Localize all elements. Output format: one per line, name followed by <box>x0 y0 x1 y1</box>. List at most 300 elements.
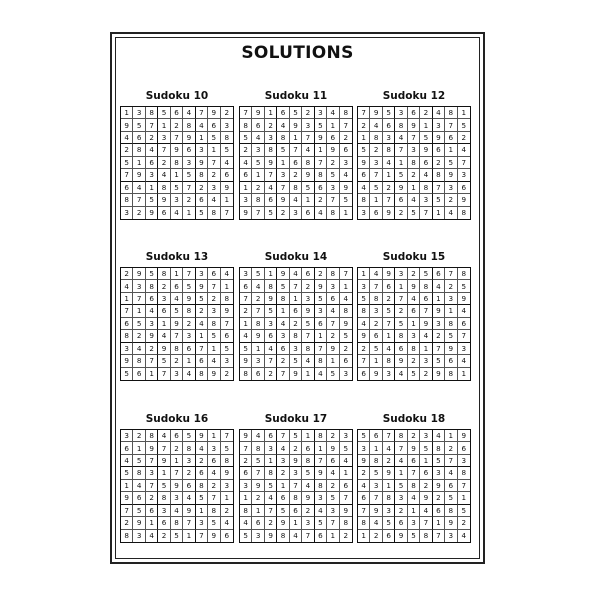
sudoku-cell: 4 <box>408 492 420 504</box>
sudoku-cell: 8 <box>158 492 170 504</box>
sudoku-cell: 1 <box>121 480 133 492</box>
sudoku-cell: 3 <box>277 330 289 342</box>
sudoku-cell: 8 <box>121 530 133 542</box>
sudoku-cell: 7 <box>290 280 302 292</box>
sudoku-cell: 3 <box>383 505 395 517</box>
sudoku-cell: 4 <box>358 318 370 330</box>
sudoku-cell: 1 <box>420 119 432 131</box>
sudoku-cell: 9 <box>340 318 352 330</box>
sudoku-cell: 4 <box>133 182 145 194</box>
sudoku-cell: 7 <box>240 107 252 119</box>
sudoku-cell: 5 <box>158 480 170 492</box>
sudoku-cell: 7 <box>327 318 339 330</box>
sudoku-cell: 7 <box>146 355 158 367</box>
sudoku-cell: 6 <box>183 343 195 355</box>
sudoku-cell: 7 <box>340 119 352 131</box>
sudoku-cell: 9 <box>383 268 395 280</box>
sudoku-cell: 8 <box>408 480 420 492</box>
sudoku-cell: 7 <box>290 480 302 492</box>
sudoku-cell: 1 <box>265 107 277 119</box>
sudoku-cell: 6 <box>302 442 314 454</box>
sudoku-cell: 2 <box>315 194 327 206</box>
sudoku-cell: 9 <box>370 107 382 119</box>
sudoku-cell: 3 <box>408 517 420 529</box>
sudoku-cell: 2 <box>358 343 370 355</box>
sudoku-cell: 4 <box>315 505 327 517</box>
sudoku-cell: 4 <box>183 107 195 119</box>
sudoku-cell: 4 <box>146 530 158 542</box>
sudoku-cell: 9 <box>121 119 133 131</box>
sudoku-cell: 3 <box>265 132 277 144</box>
sudoku-cell: 5 <box>420 442 432 454</box>
sudoku-cell: 8 <box>383 144 395 156</box>
sudoku-cell: 1 <box>445 305 457 317</box>
sudoku-cell: 5 <box>370 182 382 194</box>
sudoku-cell: 6 <box>458 182 470 194</box>
sudoku-cell: 1 <box>196 132 208 144</box>
sudoku-cell: 7 <box>315 343 327 355</box>
sudoku-cell: 1 <box>408 505 420 517</box>
sudoku-cell: 1 <box>315 442 327 454</box>
sudoku-cell: 1 <box>408 182 420 194</box>
sudoku-cell: 6 <box>196 467 208 479</box>
sudoku-cell: 3 <box>240 480 252 492</box>
sudoku-cell: 4 <box>433 107 445 119</box>
sudoku-cell: 9 <box>208 107 220 119</box>
sudoku-cell: 6 <box>133 368 145 380</box>
sudoku-cell: 3 <box>158 293 170 305</box>
sudoku-cell: 6 <box>433 144 445 156</box>
sudoku-cell: 6 <box>265 330 277 342</box>
sudoku-cell: 4 <box>133 343 145 355</box>
sudoku-cell: 7 <box>277 182 289 194</box>
sudoku-cell: 1 <box>196 505 208 517</box>
sudoku-cell: 8 <box>358 305 370 317</box>
sudoku-cell: 2 <box>183 467 195 479</box>
sudoku-cell: 2 <box>420 107 432 119</box>
sudoku-cell: 7 <box>445 268 457 280</box>
sudoku-cell: 5 <box>327 368 339 380</box>
sudoku-cell: 4 <box>121 455 133 467</box>
sudoku-cell: 7 <box>240 293 252 305</box>
sudoku-cell: 6 <box>302 207 314 219</box>
sudoku-cell: 2 <box>277 355 289 367</box>
sudoku-cell: 9 <box>221 305 233 317</box>
sudoku-grid <box>120 429 234 543</box>
sudoku-cell: 5 <box>240 530 252 542</box>
sudoku-cell: 6 <box>327 293 339 305</box>
sudoku-cell: 7 <box>302 330 314 342</box>
sudoku-cell: 2 <box>146 492 158 504</box>
sudoku-cell: 7 <box>433 182 445 194</box>
sudoku-cell: 6 <box>383 530 395 542</box>
sudoku-cell: 4 <box>252 430 264 442</box>
sudoku-cell: 5 <box>433 194 445 206</box>
sudoku-cell: 4 <box>458 355 470 367</box>
sudoku-cell: 4 <box>240 330 252 342</box>
sudoku-cell: 8 <box>240 119 252 131</box>
sudoku-cell: 8 <box>252 318 264 330</box>
sudoku-cell: 4 <box>340 169 352 181</box>
sudoku-cell: 3 <box>146 169 158 181</box>
sudoku-cell: 1 <box>370 194 382 206</box>
sudoku-cell: 4 <box>358 182 370 194</box>
sudoku-cell: 3 <box>208 182 220 194</box>
sudoku-cell: 8 <box>461 208 467 218</box>
sudoku-cell: 5 <box>290 355 302 367</box>
sudoku-cell: 1 <box>302 194 314 206</box>
sudoku-cell: 4 <box>327 305 339 317</box>
sudoku-cell: 9 <box>370 505 382 517</box>
sudoku-cell: 1 <box>208 430 220 442</box>
sudoku-cell: 7 <box>146 480 158 492</box>
sudoku-cell: 1 <box>146 182 158 194</box>
sudoku-cell: 6 <box>224 531 230 541</box>
sudoku-cell: 1 <box>121 293 133 305</box>
sudoku-cell: 9 <box>327 442 339 454</box>
sudoku-cell: 7 <box>395 293 407 305</box>
sudoku-cell: 6 <box>252 368 264 380</box>
sudoku-cell: 6 <box>370 207 382 219</box>
sudoku-cell: 4 <box>433 280 445 292</box>
sudoku-cell: 1 <box>358 530 370 542</box>
sudoku-cell: 8 <box>315 169 327 181</box>
sudoku-cell: 7 <box>445 119 457 131</box>
sudoku-cell: 5 <box>358 293 370 305</box>
sudoku-cell: 9 <box>252 330 264 342</box>
sudoku-cell: 5 <box>340 330 352 342</box>
sudoku-cell: 7 <box>133 293 145 305</box>
sudoku-cell: 5 <box>221 144 233 156</box>
sudoku-cell: 7 <box>290 144 302 156</box>
sudoku-cell: 3 <box>302 293 314 305</box>
sudoku-cell: 6 <box>458 318 470 330</box>
sudoku-puzzle <box>357 412 471 543</box>
sudoku-cell: 3 <box>315 305 327 317</box>
sudoku-cell: 3 <box>208 305 220 317</box>
sudoku-cell: 7 <box>183 182 195 194</box>
sudoku-puzzle <box>357 89 471 220</box>
sudoku-cell: 2 <box>340 132 352 144</box>
sudoku-cell: 7 <box>458 480 470 492</box>
sudoku-cell: 2 <box>327 430 339 442</box>
sudoku-cell: 1 <box>433 207 445 219</box>
sudoku-cell: 6 <box>265 194 277 206</box>
sudoku-cell: 1 <box>408 318 420 330</box>
sudoku-cell: 3 <box>277 169 289 181</box>
sudoku-cell: 8 <box>265 467 277 479</box>
sudoku-cell: 6 <box>420 467 432 479</box>
sudoku-cell: 7 <box>196 107 208 119</box>
sudoku-cell: 2 <box>183 194 195 206</box>
sudoku-cell: 3 <box>433 119 445 131</box>
sudoku-cell: 3 <box>252 355 264 367</box>
sudoku-cell: 5 <box>208 132 220 144</box>
sudoku-cell: 1 <box>171 268 183 280</box>
sudoku-cell: 7 <box>208 157 220 169</box>
sudoku-cell: 6 <box>340 144 352 156</box>
sudoku-cell: 5 <box>370 467 382 479</box>
sudoku-cell: 4 <box>420 330 432 342</box>
sudoku-cell: 4 <box>358 480 370 492</box>
sudoku-cell: 1 <box>158 119 170 131</box>
sudoku-cell: 3 <box>171 194 183 206</box>
sudoku-cell: 9 <box>158 455 170 467</box>
sudoku-cell: 6 <box>315 182 327 194</box>
sudoku-cell: 8 <box>395 119 407 131</box>
sudoku-cell: 8 <box>358 194 370 206</box>
sudoku-cell: 3 <box>420 194 432 206</box>
sudoku-puzzle <box>357 250 471 381</box>
sudoku-cell: 9 <box>302 169 314 181</box>
sudoku-cell: 6 <box>133 492 145 504</box>
sudoku-cell: 2 <box>277 467 289 479</box>
sudoku-cell: 5 <box>383 517 395 529</box>
sudoku-cell: 1 <box>183 355 195 367</box>
sudoku-cell: 9 <box>208 530 220 542</box>
sudoku-cell: 2 <box>158 157 170 169</box>
sudoku-cell: 7 <box>224 208 230 218</box>
sudoku-cell: 1 <box>433 293 445 305</box>
sudoku-cell: 4 <box>383 343 395 355</box>
sudoku-cell: 3 <box>146 467 158 479</box>
sudoku-cell: 1 <box>327 355 339 367</box>
sudoku-cell: 2 <box>383 455 395 467</box>
sudoku-cell: 8 <box>183 442 195 454</box>
sudoku-cell: 2 <box>370 144 382 156</box>
sudoku-cell: 4 <box>171 505 183 517</box>
sudoku-cell: 5 <box>445 330 457 342</box>
sudoku-cell: 4 <box>461 531 467 541</box>
sudoku-cell: 3 <box>290 207 302 219</box>
sudoku-cell: 1 <box>383 480 395 492</box>
sudoku-cell: 5 <box>302 182 314 194</box>
sudoku-cell: 8 <box>146 280 158 292</box>
sudoku-cell: 9 <box>252 107 264 119</box>
sudoku-cell: 6 <box>420 293 432 305</box>
sudoku-cell: 8 <box>252 194 264 206</box>
sudoku-cell: 7 <box>121 305 133 317</box>
sudoku-cell: 2 <box>327 157 339 169</box>
sudoku-cell: 2 <box>158 530 170 542</box>
sudoku-cell: 1 <box>277 305 289 317</box>
sudoku-cell: 9 <box>433 305 445 317</box>
sudoku-cell: 7 <box>265 505 277 517</box>
sudoku-cell: 2 <box>445 280 457 292</box>
sudoku-cell: 1 <box>265 455 277 467</box>
sudoku-cell: 7 <box>408 132 420 144</box>
sudoku-cell: 4 <box>420 505 432 517</box>
sudoku-cell: 2 <box>420 480 432 492</box>
sudoku-cell: 6 <box>340 480 352 492</box>
sudoku-cell: 6 <box>327 455 339 467</box>
sudoku-cell: 1 <box>121 107 133 119</box>
sudoku-cell: 4 <box>290 530 302 542</box>
sudoku-cell: 3 <box>420 430 432 442</box>
sudoku-cell: 3 <box>327 182 339 194</box>
sudoku-cell: 6 <box>445 132 457 144</box>
sudoku-cell: 2 <box>408 430 420 442</box>
sudoku-cell: 4 <box>158 330 170 342</box>
sudoku-cell: 6 <box>383 280 395 292</box>
sudoku-cell: 6 <box>383 119 395 131</box>
sudoku-cell: 3 <box>302 517 314 529</box>
sudoku-cell: 1 <box>133 442 145 454</box>
sudoku-cell: 9 <box>277 268 289 280</box>
sudoku-cell: 5 <box>340 442 352 454</box>
sudoku-cell: 5 <box>315 119 327 131</box>
puzzle-title: Sudoku 16 <box>145 413 209 425</box>
sudoku-cell: 5 <box>183 280 195 292</box>
sudoku-cell: 7 <box>383 318 395 330</box>
sudoku-cell: 4 <box>408 194 420 206</box>
sudoku-cell: 6 <box>458 442 470 454</box>
sudoku-cell: 9 <box>290 368 302 380</box>
sudoku-cell: 8 <box>290 330 302 342</box>
sudoku-cell: 7 <box>358 355 370 367</box>
sudoku-cell: 5 <box>158 107 170 119</box>
sudoku-cell: 3 <box>343 369 349 379</box>
sudoku-cell: 2 <box>408 169 420 181</box>
sudoku-cell: 7 <box>146 455 158 467</box>
sudoku-cell: 4 <box>158 169 170 181</box>
sudoku-cell: 7 <box>370 280 382 292</box>
sudoku-cell: 7 <box>171 330 183 342</box>
sudoku-cell: 6 <box>395 517 407 529</box>
sudoku-cell: 8 <box>445 107 457 119</box>
sudoku-cell: 2 <box>290 442 302 454</box>
sudoku-cell: 4 <box>340 455 352 467</box>
sudoku-cell: 3 <box>240 268 252 280</box>
sudoku-cell: 3 <box>358 442 370 454</box>
sudoku-cell: 5 <box>133 455 145 467</box>
sudoku-cell: 6 <box>395 194 407 206</box>
sudoku-cell: 3 <box>121 430 133 442</box>
sudoku-cell: 5 <box>146 268 158 280</box>
sudoku-cell: 9 <box>383 207 395 219</box>
sudoku-cell: 1 <box>395 280 407 292</box>
sudoku-cell: 1 <box>252 169 264 181</box>
sudoku-cell: 4 <box>327 107 339 119</box>
sudoku-cell: 2 <box>158 280 170 292</box>
sudoku-cell: 2 <box>133 330 145 342</box>
sudoku-cell: 8 <box>327 268 339 280</box>
sudoku-cell: 7 <box>252 467 264 479</box>
sudoku-cell: 4 <box>277 318 289 330</box>
sudoku-cell: 9 <box>290 119 302 131</box>
sudoku-cell: 8 <box>221 455 233 467</box>
sudoku-cell: 3 <box>221 355 233 367</box>
sudoku-cell: 3 <box>420 355 432 367</box>
sudoku-cell: 5 <box>395 480 407 492</box>
sudoku-cell: 8 <box>340 305 352 317</box>
sudoku-cell: 9 <box>315 467 327 479</box>
sudoku-cell: 8 <box>315 355 327 367</box>
sudoku-cell: 8 <box>358 517 370 529</box>
sudoku-cell: 2 <box>240 305 252 317</box>
sudoku-cell: 7 <box>395 144 407 156</box>
sudoku-cell: 1 <box>208 343 220 355</box>
sudoku-cell: 8 <box>277 293 289 305</box>
sudoku-cell: 5 <box>420 268 432 280</box>
sudoku-cell: 6 <box>370 430 382 442</box>
sudoku-cell: 6 <box>171 107 183 119</box>
sudoku-cell: 4 <box>265 492 277 504</box>
sudoku-cell: 9 <box>340 182 352 194</box>
sudoku-cell: 3 <box>121 343 133 355</box>
sudoku-cell: 2 <box>265 517 277 529</box>
sudoku-cell: 7 <box>383 194 395 206</box>
sudoku-cell: 6 <box>221 330 233 342</box>
sudoku-cell: 8 <box>290 492 302 504</box>
sudoku-cell: 4 <box>340 293 352 305</box>
sudoku-cell: 9 <box>315 132 327 144</box>
sudoku-cell: 7 <box>315 157 327 169</box>
sudoku-cell: 8 <box>208 505 220 517</box>
sudoku-cell: 5 <box>358 144 370 156</box>
sudoku-cell: 6 <box>240 280 252 292</box>
sudoku-cell: 7 <box>277 430 289 442</box>
sudoku-cell: 5 <box>183 430 195 442</box>
sudoku-cell: 6 <box>358 368 370 380</box>
sudoku-cell: 6 <box>171 280 183 292</box>
sudoku-cell: 8 <box>458 268 470 280</box>
sudoku-cell: 5 <box>240 343 252 355</box>
sudoku-cell: 9 <box>420 492 432 504</box>
page-title: SOLUTIONS <box>241 43 354 63</box>
sudoku-cell: 5 <box>302 467 314 479</box>
sudoku-cell: 3 <box>158 132 170 144</box>
sudoku-cell: 3 <box>383 132 395 144</box>
sudoku-cell: 2 <box>383 293 395 305</box>
sudoku-cell: 8 <box>221 132 233 144</box>
sudoku-cell: 6 <box>208 119 220 131</box>
sudoku-cell: 8 <box>408 343 420 355</box>
sudoku-cell: 7 <box>395 442 407 454</box>
sudoku-cell: 9 <box>183 505 195 517</box>
sudoku-cell: 1 <box>265 268 277 280</box>
sudoku-cell: 3 <box>327 280 339 292</box>
sudoku-cell: 6 <box>340 355 352 367</box>
sudoku-cell: 8 <box>240 505 252 517</box>
sudoku-cell: 6 <box>395 343 407 355</box>
sudoku-cell: 5 <box>221 442 233 454</box>
sudoku-cell: 5 <box>133 318 145 330</box>
sudoku-cell: 2 <box>208 169 220 181</box>
sudoku-cell: 1 <box>158 318 170 330</box>
sudoku-cell: 6 <box>290 505 302 517</box>
sudoku-cell: 7 <box>433 343 445 355</box>
puzzle-title: Sudoku 14 <box>264 251 328 263</box>
sudoku-cell: 8 <box>327 207 339 219</box>
sudoku-cell: 6 <box>277 343 289 355</box>
sudoku-cell: 2 <box>121 144 133 156</box>
sudoku-cell: 1 <box>315 144 327 156</box>
sudoku-cell: 5 <box>133 505 145 517</box>
sudoku-cell: 8 <box>121 194 133 206</box>
sudoku-cell: 7 <box>158 368 170 380</box>
sudoku-cell: 2 <box>302 107 314 119</box>
sudoku-cell: 6 <box>408 305 420 317</box>
sudoku-cell: 2 <box>121 517 133 529</box>
sudoku-cell: 4 <box>196 318 208 330</box>
sudoku-cell: 4 <box>445 467 457 479</box>
sudoku-cell: 3 <box>358 207 370 219</box>
sudoku-cell: 1 <box>461 369 467 379</box>
sudoku-cell: 1 <box>340 467 352 479</box>
sudoku-cell: 8 <box>158 268 170 280</box>
sudoku-cell: 2 <box>395 305 407 317</box>
